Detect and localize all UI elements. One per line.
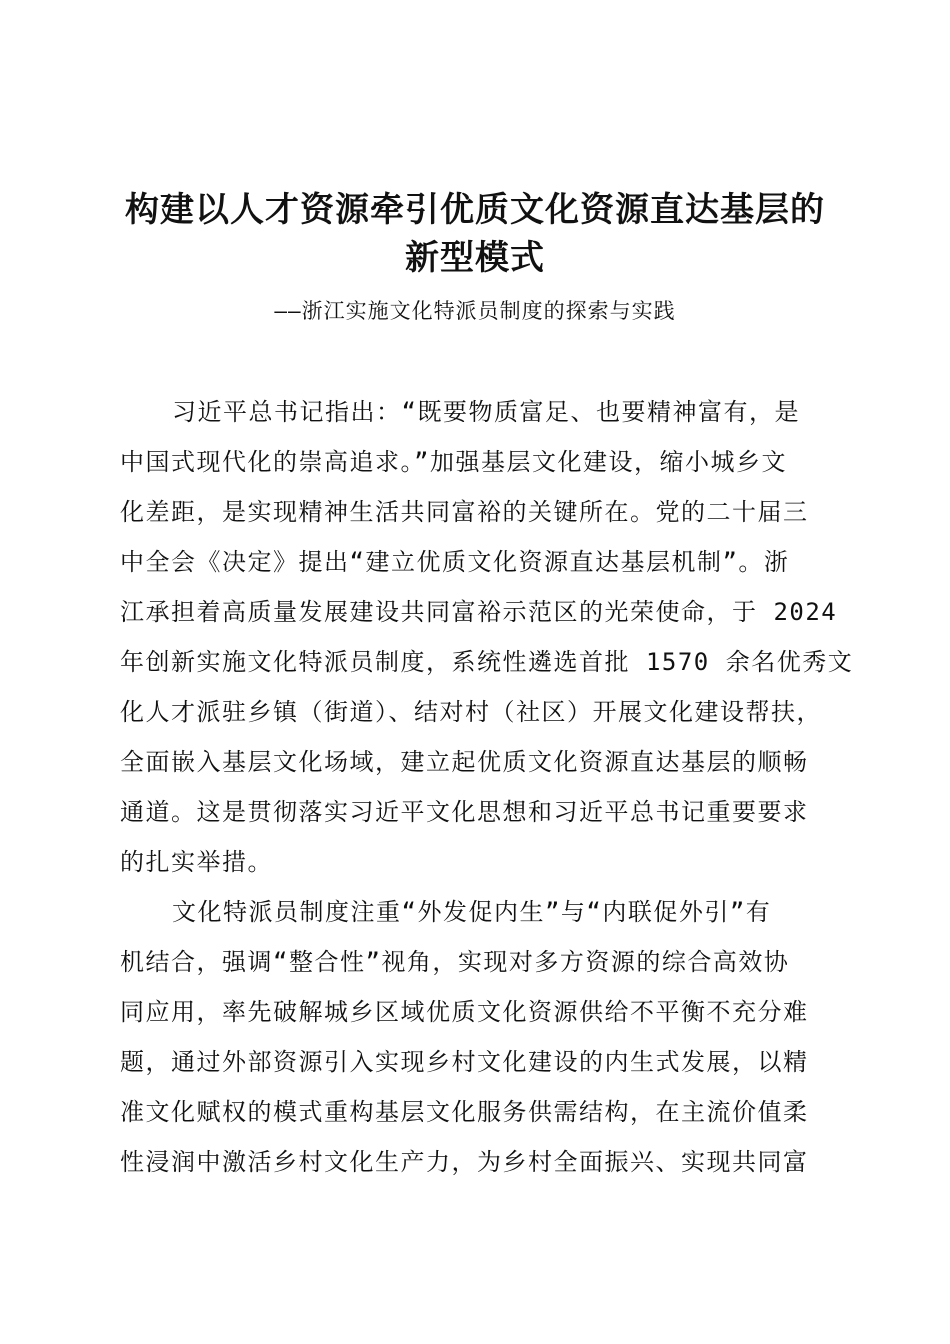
document-title-line-2: 新型模式 bbox=[405, 238, 545, 278]
paragraph-line: 习近平总书记指出：“既要物质富足、也要精神富有，是 bbox=[172, 398, 800, 426]
paragraph-line: 化差距，是实现精神生活共同富裕的关键所在。党的二十届三 bbox=[120, 498, 809, 526]
paragraph-line: 中全会《决定》提出“建立优质文化资源直达基层机制”。浙 bbox=[120, 548, 790, 576]
paragraph-line: 性浸润中激活乡村文化生产力，为乡村全面振兴、实现共同富 bbox=[120, 1148, 809, 1176]
paragraph-line: 题，通过外部资源引入实现乡村文化建设的内生式发展，以精 bbox=[120, 1048, 809, 1076]
paragraph-line: 化人才派驻乡镇（街道）、结对村（社区）开展文化建设帮扶， bbox=[120, 698, 822, 726]
paragraph-line: 江承担着高质量发展建设共同富裕示范区的光荣使命，于 2024 bbox=[120, 598, 838, 626]
paragraph-line: 通道。这是贯彻落实习近平文化思想和习近平总书记重要要求 bbox=[120, 798, 809, 826]
paragraph-line: 同应用，率先破解城乡区域优质文化资源供给不平衡不充分难 bbox=[120, 998, 809, 1026]
paragraph-line: 全面嵌入基层文化场域，建立起优质文化资源直达基层的顺畅 bbox=[120, 748, 809, 776]
paragraph-line: 的扎实举措。 bbox=[120, 848, 273, 876]
document-subtitle: ——浙江实施文化特派员制度的探索与实践 bbox=[274, 299, 676, 323]
paragraph-line: 年创新实施文化特派员制度，系统性遴选首批 1570 余名优秀文 bbox=[120, 648, 854, 676]
paragraph-line: 准文化赋权的模式重构基层文化服务供需结构，在主流价值柔 bbox=[120, 1098, 809, 1126]
paragraph-line: 中国式现代化的崇高追求。”加强基层文化建设，缩小城乡文 bbox=[120, 448, 787, 476]
document-title-line-1: 构建以人才资源牵引优质文化资源直达基层的 bbox=[125, 190, 825, 230]
paragraph-line: 文化特派员制度注重“外发促内生”与“内联促外引”有 bbox=[172, 898, 772, 926]
paragraph-line: 机结合，强调“整合性”视角，实现对多方资源的综合高效协 bbox=[120, 948, 790, 976]
